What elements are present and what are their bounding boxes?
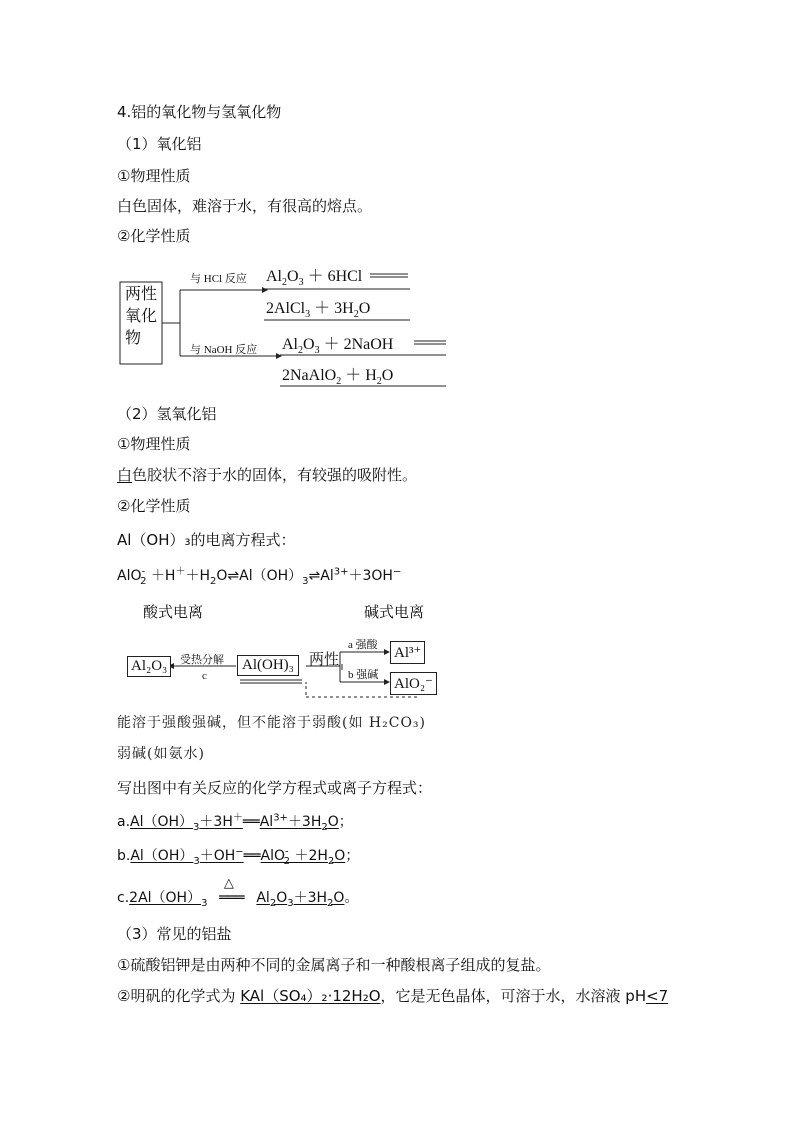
salts-line2-a: ②明矾的化学式为 bbox=[117, 987, 241, 1005]
write-prompt: 写出图中有关反应的化学方程式或离子方程式： bbox=[117, 779, 433, 797]
eq-oxide-naoh-reactants: $Al_2O_3$ ＋ 2NaOH bbox=[282, 336, 394, 357]
handwritten-note-1: 能溶于强酸强碱，但不能溶于弱酸(如 H₂CO₃) bbox=[117, 715, 426, 731]
acid-ionization-label: 酸式电离 bbox=[143, 603, 204, 621]
hydroxide-phys-heading: ①物理性质 bbox=[117, 435, 191, 453]
oxide-phys-text: 白色固体，难溶于水，有很高的熔点。 bbox=[117, 197, 373, 215]
eq-c-prefix: c. bbox=[117, 890, 130, 906]
c-label: c bbox=[202, 670, 207, 682]
naoh-reaction-label: 与 NaOH 反应 bbox=[190, 344, 258, 356]
oxide-heading: （1）氧化铝 bbox=[117, 135, 202, 153]
amphoteric-label-3: 物 bbox=[125, 330, 142, 347]
eq-a-prefix: a. bbox=[117, 814, 131, 830]
box-alo2: AlO₂⁻ bbox=[390, 672, 437, 695]
ionization-intro: Al（OH）₃的电离方程式： bbox=[117, 531, 296, 549]
eq-b-prefix: b. bbox=[117, 848, 131, 864]
eq-oxide-hcl-reactants: $Al_2O_3 + 6HCl$ bbox=[266, 268, 363, 289]
amphoteric-label-1: 两性 bbox=[125, 286, 158, 303]
equation-c: $c.2Al(OH)_3$ △ ═══ $Al_2O_3+3H_2O$。 bbox=[117, 876, 359, 909]
box-al3: Al³⁺ bbox=[390, 641, 425, 664]
hydroxide-phys-first: 白 bbox=[117, 466, 133, 484]
b-strong-base-label: b 强碱 bbox=[348, 669, 379, 681]
amph-label: 两性 bbox=[309, 652, 340, 668]
amphoteric-label-2: 氧化 bbox=[125, 308, 158, 325]
oxide-chem-heading: ②化学性质 bbox=[117, 227, 191, 245]
oxide-phys-heading: ①物理性质 bbox=[117, 167, 191, 185]
box-aloh3: Al(OH)₃ bbox=[237, 655, 299, 676]
hydroxide-heading: （2）氢氧化铝 bbox=[117, 405, 217, 423]
hydroxide-chem-heading: ②化学性质 bbox=[117, 497, 191, 515]
hydroxide-phys-rest: 色胶状不溶于水的固体，有较强的吸附性。 bbox=[132, 466, 418, 484]
salts-line2 bbox=[117, 986, 668, 1006]
handwritten-note-2: 弱碱(如氨水) bbox=[117, 746, 205, 762]
a-strong-acid-label: a 强酸 bbox=[348, 639, 378, 651]
eq-oxide-naoh-products: 2NaAlO$_2$ ＋ $H_2O$ bbox=[282, 367, 394, 388]
eq-oxide-hcl-products: 2AlCl$_3$ ＋ $3H_2O$ bbox=[266, 300, 371, 321]
ionization-equation: $AlO^-_2 +H^++H_2O\rightleftharpoons Al(OH)_3\rightleftharpoons Al^{3+}+3OH^-$ bbox=[117, 566, 402, 587]
equation-b: $b.Al(OH)_3+OH^-══AlO^-_2 +2H_2O$； bbox=[117, 846, 360, 867]
section-title: 4.铝的氧化物与氢氧化物 bbox=[117, 103, 282, 121]
equation-a: $a.Al(OH)_3+3H^+══Al^{3+}+3H_2O$； bbox=[117, 812, 353, 833]
hcl-reaction-label: 与 HCl 反应 bbox=[190, 273, 247, 285]
salts-line1: ①硫酸铝钾是由两种不同的金属离子和一种酸根离子组成的复盐。 bbox=[117, 956, 551, 974]
box-al2o3: Al₂O₃ bbox=[127, 656, 171, 677]
alum-formula: KAl（SO₄）₂·12H₂O bbox=[240, 987, 381, 1005]
salts-line2-c: <7 bbox=[646, 987, 669, 1005]
base-ionization-label: 碱式电离 bbox=[364, 603, 425, 621]
heat-decompose-label: 受热分解 bbox=[180, 654, 224, 666]
salts-heading: （3）常见的铝盐 bbox=[117, 925, 232, 943]
salts-line2-b: ，它是无色晶体，可溶于水，水溶液 pH bbox=[380, 987, 647, 1005]
